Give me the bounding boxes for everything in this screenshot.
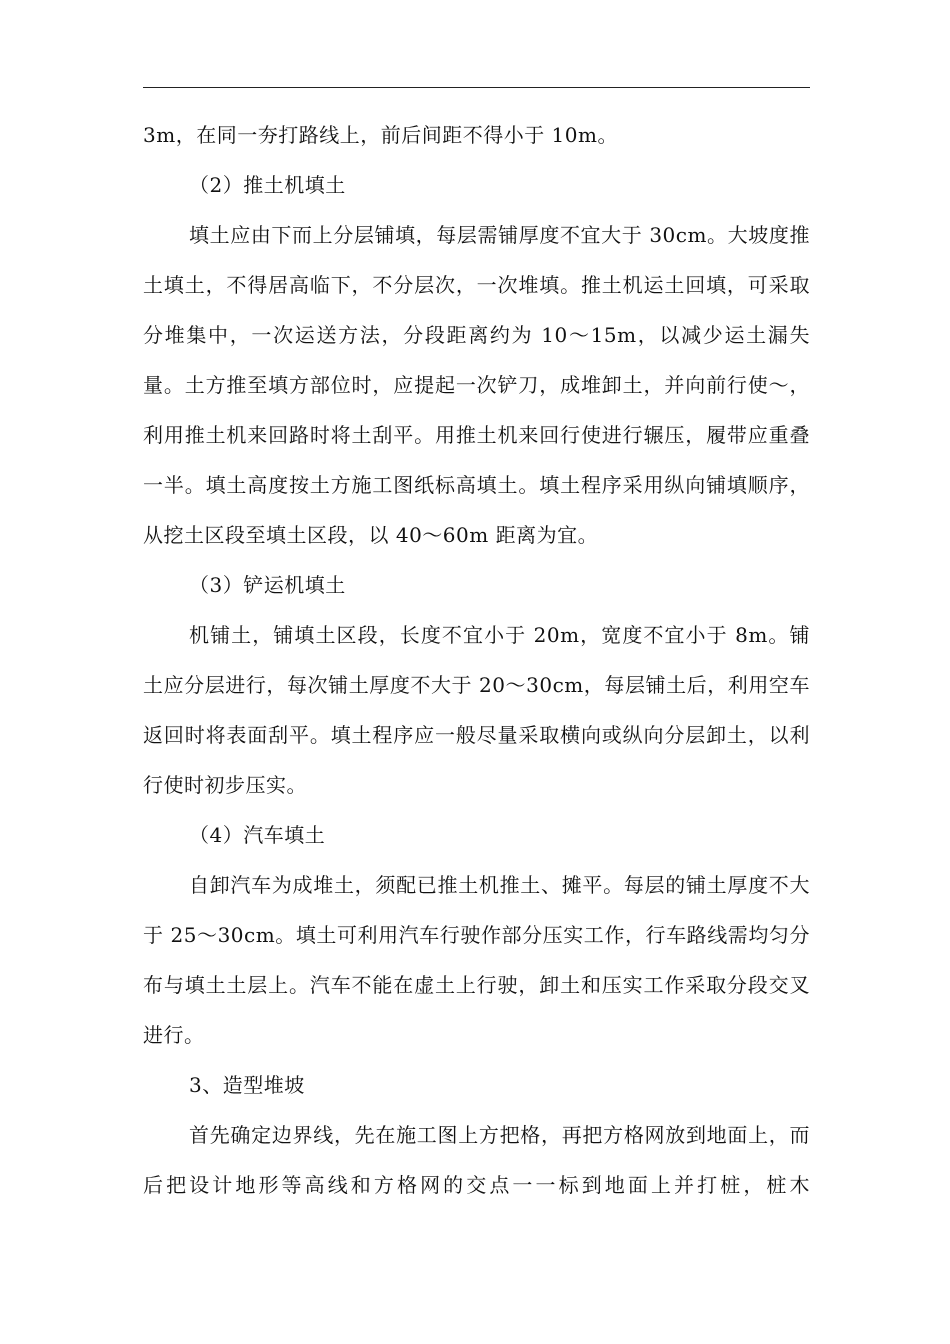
paragraph-scraper: 机铺土，铺填土区段，长度不宜小于 20m，宽度不宜小于 8m。铺土应分层进行，每次铺土厚度不大于 20～30cm，每层铺土后，利用空车返回时将表面刮平。填土程序应一般尽量采取横向或纵向分层卸土，以利行使时初步压实。 [143, 623, 810, 797]
header-rule [143, 87, 810, 88]
section-heading-truck: （4）汽车填土 [189, 823, 326, 847]
paragraph-truck: 自卸汽车为成堆土，须配已推土机推土、摊平。每层的铺土厚度不大于 25～30cm。填土可利用汽车行驶作部分压实工作，行车路线需均匀分布与填土土层上。汽车不能在虚土上行驶，卸土和压实工作采取分段交叉进行。 [143, 873, 810, 1047]
paragraph-bulldozer: 填土应由下而上分层铺填，每层需铺厚度不宜大于 30cm。大坡度推土填土，不得居高临下，不分层次，一次堆填。推土机运土回填，可采取分堆集中，一次运送方法，分段距离约为 10～15m，以减少运土漏失量。土方推至填方部位时，应提起一次铲刀，成堆卸土，并向前行使～，利用推土机来回路时将土刮平。用推土机来回行使进行辗压，履带应重叠一半。填土高度按土方施工图纸标高填土。填土程序采用纵向铺填顺序，从挖土区段至填土区段，以 40～60m 距离为宜。 [143, 223, 810, 547]
section-heading-scraper: （3）铲运机填土 [189, 573, 346, 597]
paragraph-continuation: 3m，在同一夯打路线上，前后间距不得小于 10m。 [143, 123, 618, 147]
section-heading-shaping: 3、造型堆坡 [189, 1073, 305, 1097]
paragraph-shaping: 首先确定边界线，先在施工图上方把格，再把方格网放到地面上，而后把设计地形等高线和方格网的交点一一标到地面上并打桩，桩木 [143, 1123, 810, 1197]
section-heading-bulldozer: （2）推土机填土 [189, 173, 346, 197]
document-body [143, 110, 810, 1210]
